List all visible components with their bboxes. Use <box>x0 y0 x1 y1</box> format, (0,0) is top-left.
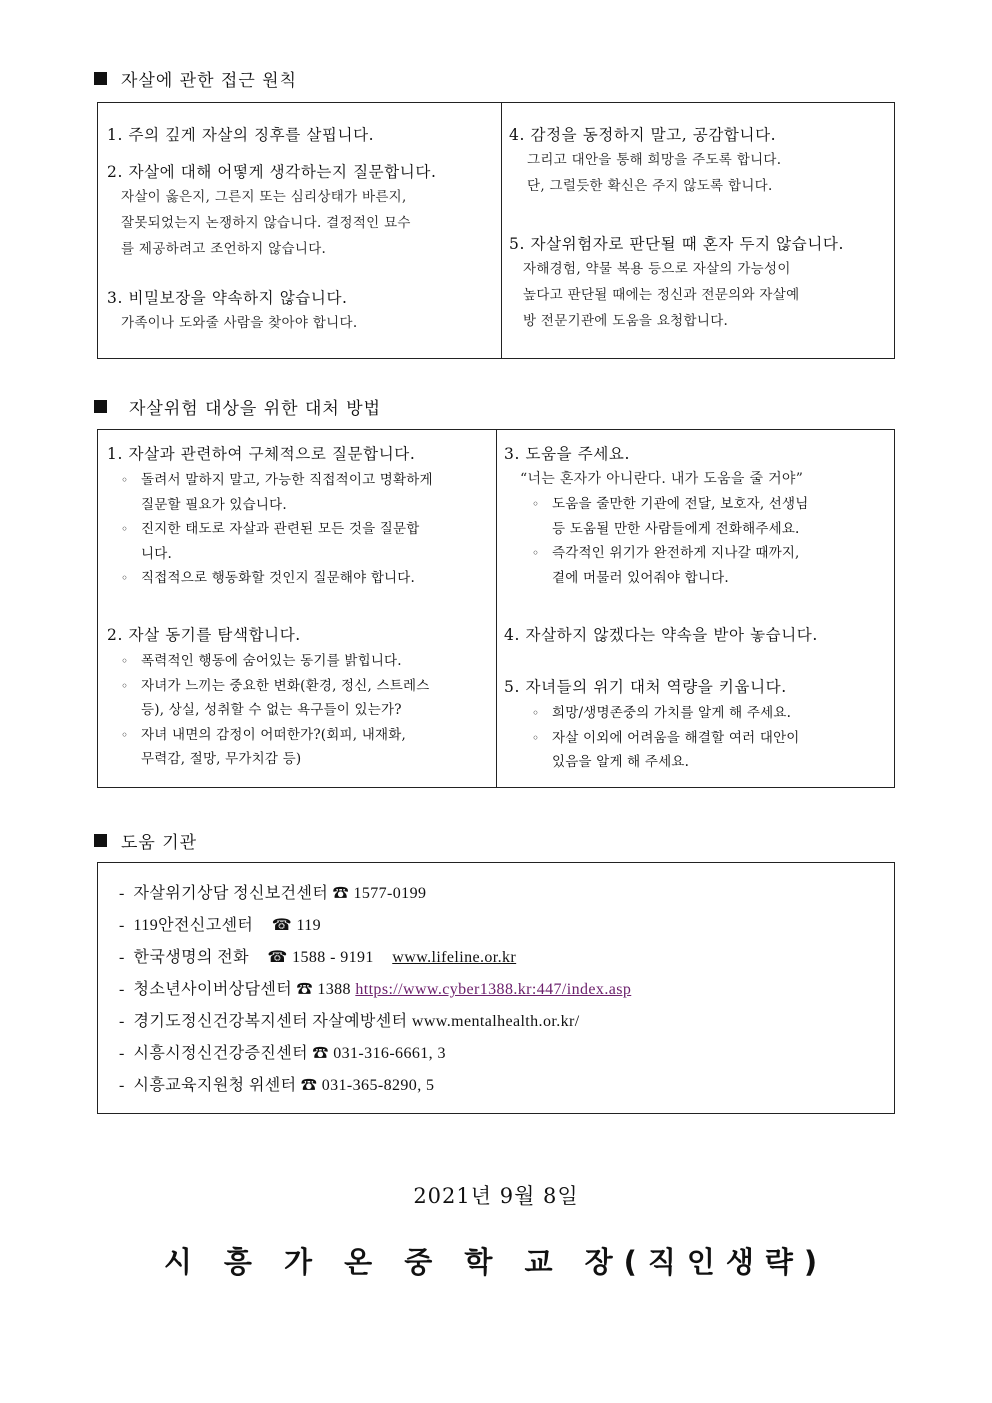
bullet-item <box>532 492 889 541</box>
dash-mark: - <box>119 949 125 966</box>
org-item <box>119 912 321 935</box>
circle-bullet-icon: ◦ <box>532 546 540 560</box>
phone-icon: ☎ <box>296 981 313 998</box>
section-title-text: 도움 기관 <box>121 833 198 853</box>
bullet-text: 무력감, 절망, 무가치감 등) <box>141 751 302 767</box>
column-divider <box>501 103 502 358</box>
coping-heading: 1. 자살과 관련하여 구체적으로 질문합니다. <box>107 445 416 463</box>
coping-heading: 2. 자살 동기를 탐색합니다. <box>107 626 301 644</box>
dash-mark: - <box>119 917 125 934</box>
org-item <box>119 1040 446 1063</box>
bullet-item <box>121 674 491 723</box>
org-item <box>119 1072 434 1095</box>
coping-item-5 <box>504 675 889 775</box>
principle-text: 가족이나 도와줄 사람을 찾아야 합니다. <box>121 315 358 331</box>
bullet-item <box>121 468 491 517</box>
principles-box <box>97 102 895 359</box>
document-date: 2021년 9월 8일 <box>413 1184 579 1208</box>
org-name: 한국생명의 전화 <box>133 949 249 966</box>
coping-item-1 <box>107 442 491 591</box>
org-phone: 031-365-8290, 5 <box>321 1077 435 1094</box>
circle-bullet-icon: ◦ <box>532 497 540 511</box>
org-item <box>119 976 631 999</box>
principle-heading: 4. 감정을 동정하지 말고, 공감합니다. <box>509 126 777 144</box>
bullet-text: 등 도움될 만한 사람들에게 전화해주세요. <box>552 520 800 537</box>
coping-item-4 <box>504 623 818 647</box>
circle-bullet-icon: ◦ <box>121 654 129 668</box>
org-name: 자살위기상담 정신보건센터 <box>133 885 329 902</box>
square-bullet-icon <box>94 72 107 85</box>
circle-bullet-icon: ◦ <box>532 706 540 720</box>
phone-icon: ☎ <box>332 885 350 902</box>
square-bullet-icon <box>94 834 107 847</box>
org-phone: 031-316-6661, 3 <box>333 1045 446 1062</box>
bullet-item <box>121 566 491 591</box>
principle-text: 단, 그럴듯한 확신은 주지 않도록 합니다. <box>527 178 773 194</box>
org-name: 청소년사이버상담센터 <box>133 981 293 998</box>
principle-heading: 2. 자살에 대해 어떻게 생각하는지 질문합니다. <box>107 163 437 181</box>
dash-mark: - <box>119 1077 125 1094</box>
org-name: 119안전신고센터 <box>133 917 254 934</box>
org-name: 경기도정신건강복지센터 자살예방센터 www.mentalhealth.or.kr/ <box>133 1013 580 1030</box>
bullet-text: 직접적으로 행동화할 것인지 질문해야 합니다. <box>141 570 416 586</box>
coping-box <box>97 429 895 788</box>
bullet-item <box>532 701 889 726</box>
org-phone: 119 <box>296 917 322 934</box>
dash-mark: - <box>119 981 125 998</box>
dash-mark: - <box>119 1013 125 1030</box>
principle-text: 자해경험, 약물 복용 등으로 자살의 가능성이 <box>523 261 791 277</box>
org-phone: 1388 <box>317 981 351 998</box>
dash-mark: - <box>119 885 125 902</box>
section-title-help-orgs <box>94 828 197 853</box>
bullet-text: 곁에 머물러 있어줘야 합니다. <box>552 569 729 586</box>
phone-icon: ☎ <box>312 1045 329 1062</box>
bullet-text: 니다. <box>141 545 172 562</box>
circle-bullet-icon: ◦ <box>121 473 129 487</box>
coping-item-3 <box>504 442 889 590</box>
principle-text: 자살이 옳은지, 그른지 또는 심리상태가 바른지, <box>121 189 407 205</box>
principle-5 <box>509 232 844 334</box>
bullet-text: 도움을 줄만한 기관에 전달, 보호자, 선생님 <box>552 496 809 512</box>
principle-heading: 3. 비밀보장을 약속하지 않습니다. <box>107 289 348 307</box>
org-item <box>119 944 516 967</box>
bullet-item <box>532 541 889 590</box>
bullet-text: 있음을 알게 해 주세요. <box>552 754 690 770</box>
bullet-text: 등), 상실, 성취할 수 없는 욕구들이 있는가? <box>141 702 402 718</box>
bullet-item <box>121 723 491 772</box>
circle-bullet-icon: ◦ <box>121 727 129 742</box>
dash-mark: - <box>119 1045 125 1062</box>
bullet-item <box>121 517 491 566</box>
principal-signature: 시 흥 가 온 중 학 교 장(직인생략) <box>163 1245 829 1279</box>
circle-bullet-icon: ◦ <box>121 522 129 536</box>
principle-heading: 5. 자살위험자로 판단될 때 혼자 두지 않습니다. <box>509 235 844 253</box>
section-title-principles <box>94 66 297 91</box>
section-title-coping <box>94 394 381 419</box>
bullet-text: 돌려서 말하지 말고, 가능한 직접적이고 명확하게 <box>141 472 433 488</box>
circle-bullet-icon: ◦ <box>121 678 129 693</box>
principle-4 <box>509 123 781 199</box>
coping-heading: 4. 자살하지 않겠다는 약속을 받아 놓습니다. <box>504 626 818 644</box>
column-divider <box>496 430 497 787</box>
principle-text: 를 제공하려고 조언하지 않습니다. <box>121 241 327 257</box>
website-link[interactable]: www.lifeline.or.kr <box>392 949 517 966</box>
bullet-item <box>532 726 889 775</box>
bullet-text: 희망/생명존중의 가치를 알게 해 주세요. <box>552 705 792 721</box>
bullet-text: 폭력적인 행동에 숨어있는 동기를 밝힙니다. <box>141 653 402 669</box>
bullet-text: 즉각적인 위기가 완전하게 지나갈 때까지, <box>552 545 800 561</box>
principle-1 <box>107 123 374 147</box>
bullet-text: 자살 이외에 어려움을 해결할 여러 대안이 <box>552 729 800 746</box>
org-phone: 1577-0199 <box>353 885 427 902</box>
org-name: 시흥시정신건강증진센터 <box>133 1045 308 1062</box>
bullet-text: 진지한 태도로 자살과 관련된 모든 것을 질문합 <box>141 521 420 537</box>
phone-icon: ☎ <box>271 917 293 934</box>
org-phone: 1588 - 9191 <box>292 949 374 966</box>
quote-text: “너는 혼자가 아니란다. 내가 도움을 줄 거야” <box>520 471 804 487</box>
square-bullet-icon <box>94 400 107 413</box>
bullet-text: 자녀가 느끼는 중요한 변화(환경, 정신, 스트레스 <box>141 677 430 694</box>
section-title-text: 자살위험 대상을 위한 대처 방법 <box>129 399 382 419</box>
phone-icon: ☎ <box>267 949 288 966</box>
phone-icon: ☎ <box>300 1077 318 1094</box>
bullet-item <box>121 649 491 674</box>
principle-text: 그리고 대안을 통해 희망을 주도록 합니다. <box>527 152 782 168</box>
principle-2 <box>107 160 436 262</box>
principle-text: 방 전문기관에 도움을 요청합니다. <box>523 313 729 329</box>
principle-heading: 1. 주의 깊게 자살의 징후를 살핍니다. <box>107 126 375 144</box>
org-item <box>119 1008 580 1031</box>
coping-heading: 3. 도움을 주세요. <box>504 445 631 463</box>
bullet-text: 자녀 내면의 감정이 어떠한가?(회피, 내재화, <box>141 726 406 743</box>
bullet-text: 질문할 필요가 있습니다. <box>141 496 287 513</box>
org-name: 시흥교육지원청 위센터 <box>133 1077 297 1094</box>
section-title-text: 자살에 관한 접근 원칙 <box>121 71 298 91</box>
principle-text: 잘못되었는지 논쟁하지 않습니다. 결정적인 묘수 <box>121 215 411 231</box>
circle-bullet-icon: ◦ <box>121 571 129 585</box>
coping-item-2 <box>107 623 491 772</box>
circle-bullet-icon: ◦ <box>532 730 540 745</box>
coping-heading: 5. 자녀들의 위기 대처 역량을 키웁니다. <box>504 678 787 696</box>
org-item <box>119 880 426 903</box>
principle-text: 높다고 판단될 때에는 정신과 전문의와 자살예 <box>523 287 800 303</box>
principle-3 <box>107 286 357 336</box>
website-link[interactable]: https://www.cyber1388.kr:447/index.asp <box>355 981 632 998</box>
